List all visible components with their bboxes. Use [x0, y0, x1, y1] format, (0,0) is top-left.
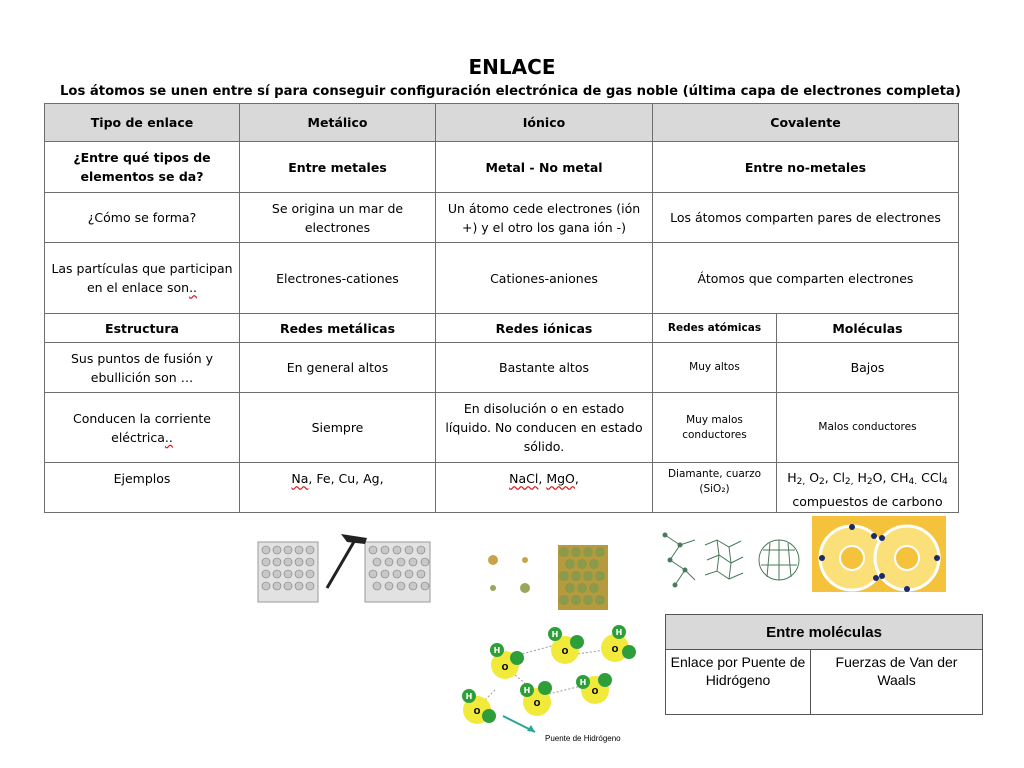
water-molecule [601, 625, 636, 662]
atom-label: H [615, 628, 623, 637]
atom-label: H [493, 646, 501, 655]
table-row [45, 243, 959, 314]
diamond-network-icon [663, 533, 695, 587]
fullerene-icon [759, 540, 799, 580]
cell-metallic-conduct: Siempre [240, 393, 436, 463]
atom-label: O [473, 707, 481, 716]
cell-atomic-examples [653, 463, 777, 513]
cell-molecular-examples [777, 463, 959, 513]
row-label-formation: ¿Cómo se forma? [45, 193, 240, 243]
cell-ionic-examples [436, 463, 653, 513]
row-label-elements: ¿Entre qué tipos de elementos se da? [45, 142, 240, 193]
formula-part: CCl [917, 470, 943, 485]
atom-label: O [561, 647, 569, 656]
hydrogen-bond-figure [455, 620, 650, 748]
row-label-particles [45, 243, 240, 314]
row-label-particles-text: Las partículas que participan en el enlace son [51, 261, 233, 295]
metallic-lattice-figure [255, 528, 435, 618]
cell-metallic-melting: En general altos [240, 343, 436, 393]
table-row [45, 142, 959, 193]
cell-molecular-melting: Bajos [777, 343, 959, 393]
example-sio2: (SiO₂) [699, 483, 730, 495]
header-ionic: Iónico [436, 104, 653, 142]
atom-label: H [523, 686, 531, 695]
cell-atomic-structure: Redes atómicas [653, 314, 777, 343]
example-diamond: Diamante, cuarzo [667, 468, 762, 480]
row-label-melting: Sus puntos de fusión y ebullición son … [45, 343, 240, 393]
row-label-examples: Ejemplos [45, 463, 240, 513]
formula-sub: 2 [819, 477, 825, 487]
cell-ionic-particles: Cationes-aniones [436, 243, 653, 314]
row-label-conduct-dots: .. [164, 429, 173, 445]
table-row [45, 463, 959, 513]
anion-icon [520, 583, 530, 593]
atom-label: H [465, 692, 473, 701]
hbond-arrow-icon [503, 716, 535, 732]
atom-label: H [579, 678, 587, 687]
atom-label: O [501, 663, 509, 672]
cation-small-icon [522, 557, 528, 563]
quartz-network-icon [705, 540, 743, 579]
water-molecule [520, 681, 552, 716]
ionic-lattice-figure [478, 540, 613, 615]
row-label-particles-dots: .. [189, 280, 198, 295]
cell-ionic-melting: Bastante altos [436, 343, 653, 393]
molecules-header: Entre moléculas [666, 615, 983, 650]
cell-ionic-formation: Un átomo cede electrones (ión +) y el otro los gana ión -) [436, 193, 653, 243]
cell-covalent-particles: Átomos que comparten electrones [653, 243, 959, 314]
covalent-network-figure [655, 525, 805, 605]
cell-atomic-conduct: Muy malos conductores [653, 393, 777, 463]
cell-metallic-particles: Electrones-cationes [240, 243, 436, 314]
example-metals: , Fe, Cu, Ag, [308, 471, 384, 486]
covalent-molecule-figure [812, 516, 946, 592]
van-der-waals-cell: Fuerzas de Van der Waals [811, 650, 983, 715]
atom-label: O [611, 645, 619, 654]
ionic-crystal-icon [558, 545, 608, 610]
row-label-conduct [45, 393, 240, 463]
cell-ionic-structure: Redes iónicas [436, 314, 653, 343]
formula-sub: 2, [796, 477, 806, 487]
header-bond-type: Tipo de enlace [45, 104, 240, 142]
anion-small-icon [490, 585, 496, 591]
header-metallic: Metálico [240, 104, 436, 142]
atom-label: O [533, 699, 541, 708]
formula-sub: 2, [844, 477, 854, 487]
table-row [45, 393, 959, 463]
nucleus-left [840, 546, 864, 570]
cell-metallic-examples [240, 463, 436, 513]
formula-part: O [805, 470, 820, 485]
table-row [666, 650, 983, 715]
formula-part: H [787, 470, 797, 485]
page-subtitle: Los átomos se unen entre sí para conseguir configuración electrónica de gas noble (última capa de electrones completa) [60, 84, 961, 99]
table-row [45, 343, 959, 393]
example-mgo: MgO [546, 471, 575, 486]
table-row [45, 193, 959, 243]
water-molecule [490, 643, 524, 679]
formula-sub: 2 [866, 477, 873, 487]
page-title: ENLACE [468, 55, 556, 79]
cell-metallic-elements: Entre metales [240, 142, 436, 193]
row-label-conduct-text: Conducen la corriente eléctrica [73, 410, 211, 445]
intermolecular-forces-table [665, 614, 983, 715]
nucleus-right [895, 546, 919, 570]
example-nacl: NaCl [509, 471, 539, 486]
formula-part: , Cl [824, 470, 845, 485]
row-label-structure: Estructura [45, 314, 240, 343]
cell-covalent-formation: Los átomos comparten pares de electrones [653, 193, 959, 243]
formula-sub: 4 [942, 477, 948, 487]
cell-molecular-conduct: Malos conductores [777, 393, 959, 463]
cell-atomic-melting: Muy altos [653, 343, 777, 393]
cation-icon [488, 555, 498, 565]
header-covalent: Covalente [653, 104, 959, 142]
cell-metallic-structure: Redes metálicas [240, 314, 436, 343]
atom-label: O [591, 687, 599, 696]
bond-comparison-table [44, 103, 959, 513]
example-end: , [574, 471, 579, 486]
formula-sub: 4. [908, 477, 918, 487]
atom-label: H [551, 630, 559, 639]
cell-metallic-formation: Se origina un mar de electrones [240, 193, 436, 243]
hydrogen-bond-cell: Enlace por Puente de Hidrógeno [666, 650, 811, 715]
example-sep: , [538, 471, 547, 486]
table-row [45, 314, 959, 343]
cell-ionic-conduct: En disolución o en estado líquido. No conducen en estado sólido. [436, 393, 653, 463]
cell-covalent-elements: Entre no-metales [653, 142, 959, 193]
water-molecule [576, 673, 612, 704]
table-header-row [45, 104, 959, 142]
hbond-label: Puente de Hidrógeno [545, 734, 621, 743]
example-na: Na [291, 471, 309, 486]
example-carbon-compounds: compuestos de carbono [792, 494, 943, 509]
water-molecule [548, 627, 584, 664]
hammer-icon [327, 534, 367, 588]
cell-molecular-structure: Moléculas [777, 314, 959, 343]
formula-part: O, CH [872, 470, 909, 485]
table-header-row [666, 615, 983, 650]
formula-part: H [853, 470, 867, 485]
cell-ionic-elements: Metal - No metal [436, 142, 653, 193]
